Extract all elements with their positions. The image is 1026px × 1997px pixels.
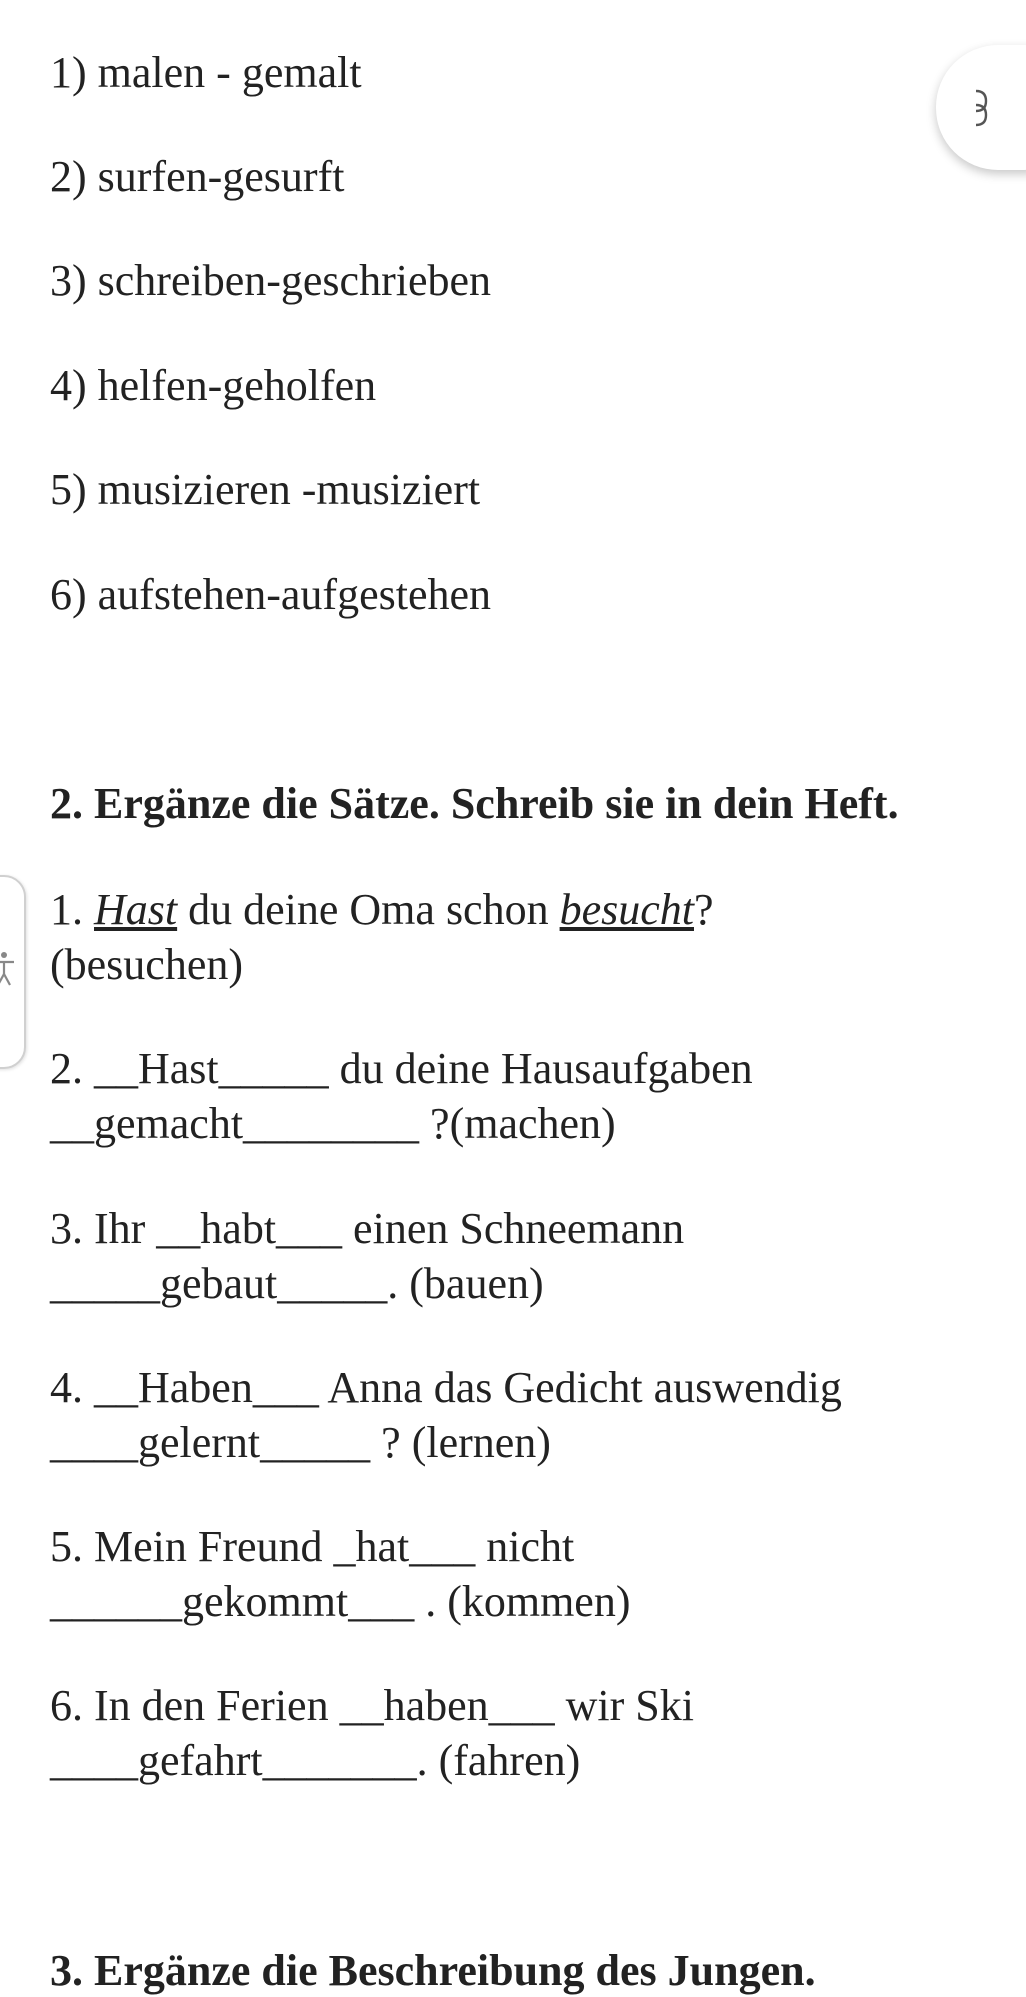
sentence-item (50, 1678, 694, 1788)
example-sentence (50, 882, 714, 992)
example-hint: (besuchen) (50, 940, 244, 989)
sentence-line-2: ____gefahrt_______. (fahren) (50, 1736, 581, 1785)
verb-item: 2) surfen-gesurft (50, 152, 345, 201)
sentence-line-1: 3. Ihr __habt___ einen Schneemann (50, 1204, 685, 1253)
sentence-item (50, 1041, 753, 1151)
example-word-1: Hast (94, 885, 178, 934)
accessibility-icon (0, 949, 16, 989)
example-end: ? (694, 885, 714, 934)
verb-item: 5) musizieren -musiziert (50, 465, 481, 514)
sentence-line-2: ____gelernt_____ ? (lernen) (50, 1418, 551, 1467)
sentence-line-1: 4. __Haben___ Anna das Gedicht auswendig (50, 1363, 842, 1412)
example-word-2: besucht (559, 885, 694, 934)
chat-bubble-icon (972, 85, 996, 129)
sentence-line-1: 5. Mein Freund _hat___ nicht (50, 1522, 575, 1571)
chat-bubble-button[interactable] (936, 45, 1026, 170)
sentence-item (50, 1519, 631, 1629)
accessibility-tab[interactable] (0, 875, 26, 1069)
sentence-line-1: 2. __Hast_____ du deine Hausaufgaben (50, 1044, 753, 1093)
verb-item: 3) schreiben-geschrieben (50, 256, 492, 305)
sentence-line-2: ______gekommt___ . (kommen) (50, 1577, 631, 1626)
sentence-line-1: 6. In den Ferien __haben___ wir Ski (50, 1681, 694, 1730)
verb-item: 6) aufstehen-aufgestehen (50, 570, 492, 619)
example-number: 1. (50, 885, 94, 934)
sentence-item (50, 1201, 684, 1311)
sentence-item (50, 1360, 842, 1470)
example-middle: du deine Oma schon (177, 885, 560, 934)
verb-item: 1) malen - gemalt (50, 48, 362, 97)
sentence-line-2: _____gebaut_____. (bauen) (50, 1259, 544, 1308)
sentence-line-2: __gemacht________ ?(machen) (50, 1099, 616, 1148)
exercise-3-heading: 3. Ergänze die Beschreibung des Jungen. (50, 1946, 816, 1995)
exercise-2-heading: 2. Ergänze die Sätze. Schreib sie in dein Heft. (50, 779, 899, 828)
verb-item: 4) helfen-geholfen (50, 361, 377, 410)
